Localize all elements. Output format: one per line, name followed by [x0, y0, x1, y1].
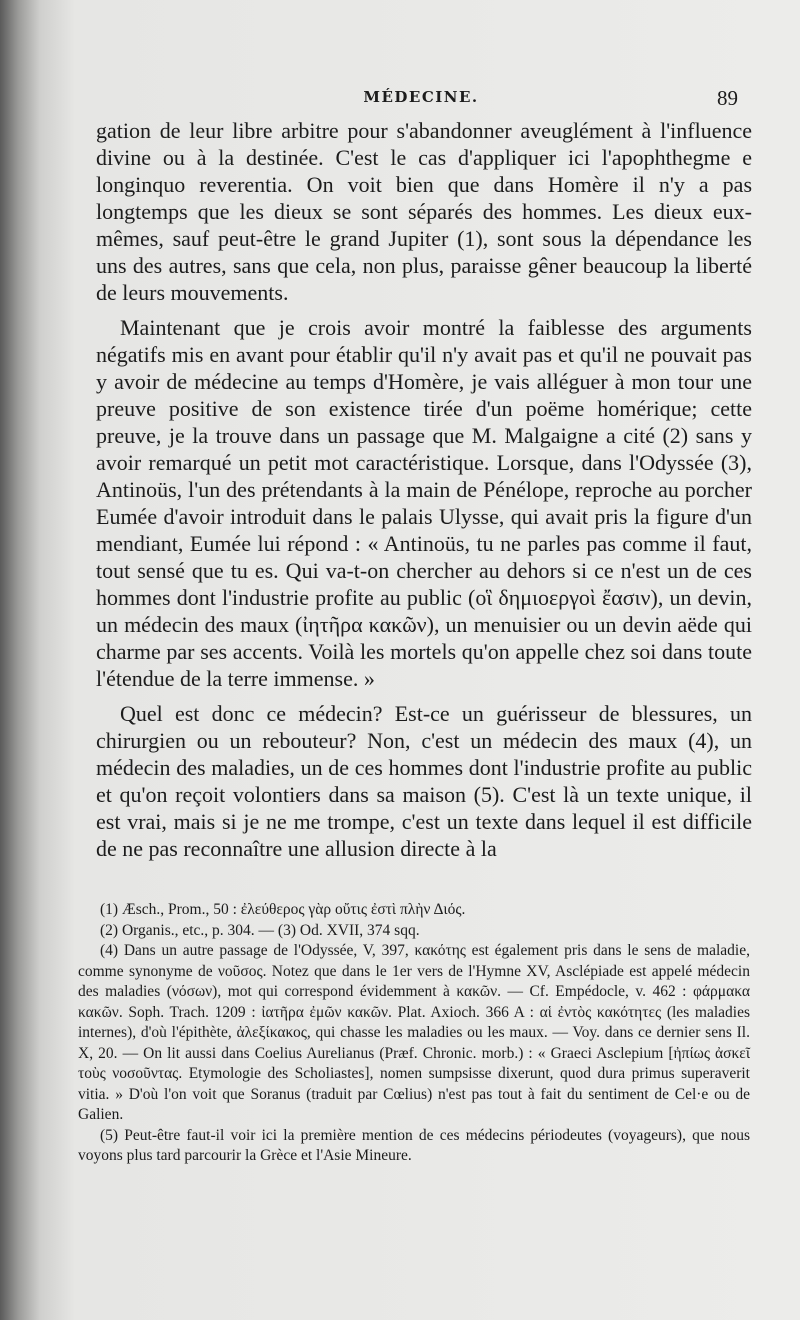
footnote: (1) Æsch., Prom., 50 : ἐλεύθερος γὰρ οὔτις ἐστὶ πλὴν Διός. — [100, 901, 466, 918]
main-text — [96, 117, 752, 862]
footnote: (5) Peut-être faut-il voir ici la première mention de ces médecins périodeutes (voyageurs), que nous voyons plus tard parcourir la Grèce et l'Asie Mineure. — [78, 1126, 750, 1164]
page-number: 89 — [717, 86, 738, 110]
footnote: (2) Organis., etc., p. 304. — (3) Od. XVII, 374 sqq. — [100, 921, 420, 939]
running-title: MÉDECINE. — [363, 88, 479, 106]
footnotes — [78, 900, 750, 1167]
paragraph: gation de leur libre arbitre pour s'abandonner aveuglément à l'influence divine ou à la destinée. C'est le cas d'appliquer ici l'apophthegme e longinquo reverentia. On voit bien que dans Homère il n'y a pas longtemps que les dieux se sont séparés des hommes. Les dieux eux-mêmes, sauf peut-être le grand Jupiter (1), sont sous la dépendance les uns des autres, sans que cela, non plus, paraisse gêner beaucoup la liberté de leurs mouvements. — [96, 118, 752, 305]
paragraph: Quel est donc ce médecin? Est-ce un guérisseur de blessures, un chirurgien ou un rebouteur? Non, c'est un médecin des maux (4), un médecin des maladies, un de ces hommes dont l'industrie profite au public et qu'on reçoit volontiers dans sa maison (5). C'est là un texte unique, il est vrai, mais si je ne me trompe, c'est un texte dans lequel il est difficile de ne pas reconnaître une allusion directe à la — [96, 701, 752, 861]
page-header — [96, 86, 746, 116]
footnote: (4) Dans un autre passage de l'Odyssée, V, 397, κακότης est également pris dans le sens de maladie, comme synonyme de νοῦσος. Notez que dans le 1er vers de l'Hymne XV, Asclépiade est appelé médecin des maladies (νόσων), mot qui correspond évidemment à κακῶν. — Cf. Empédocle, v. 462 : φάρμακα κακῶν. Soph. Trach. 1209 : ἰατῆρα ἐμῶν κακῶν. Plat. Axioch. 366 A : αἱ ἐντὸς κακότητες (les maladies internes), d'où l'épithète, ἀλεξίκακος, qui chasse les maladies ou les maux. — Voy. dans ce dernier sens Il. X, 20. — On lit aussi dans Coelius Aurelianus (Præf. Chronic. morb.) : « Graeci Asclepium [ἠπίως ἀσκεῖ τοὺς νοσοῦντας. Etymologie des Scholiastes], nomen sumpsisse dixerunt, quod dura primus superaverit vitia. » D'où l'on voit que Soranus (traduit par Cœlius) n'est pas tout à fait du sentiment de Cel·e ou de Galien. — [78, 942, 750, 1123]
paragraph: Maintenant que je crois avoir montré la faiblesse des arguments négatifs mis en avant pour établir qu'il n'y avait pas et qu'il ne pouvait pas y avoir de médecine au temps d'Homère, je vais alléguer à mon tour une preuve positive de son existence tirée d'un poëme homérique; cette preuve, je la trouve dans un passage que M. Malgaigne a cité (2) sans y avoir remarqué un petit mot caractéristique. Lorsque, dans l'Odyssée (3), Antinoüs, l'un des prétendants à la main de Pénélope, reproche au porcher Eumée d'avoir introduit dans le palais Ulysse, qui avait pris la figure d'un mendiant, Eumée lui répond : « Antinoüs, tu ne parles pas comme il faut, tout sensé que tu es. Qui va-t-on chercher au dehors si ce n'est un de ces hommes dont l'industrie profite au public (οἳ δημιοεργοὶ ἔασιν), un devin, un médecin des maux (ἰητῆρα κακῶν), un menuisier ou un devin aëde qui charme par ses accents. Voilà les mortels qu'on appelle chez soi dans toute l'étendue de la terre immense. » — [96, 315, 752, 691]
